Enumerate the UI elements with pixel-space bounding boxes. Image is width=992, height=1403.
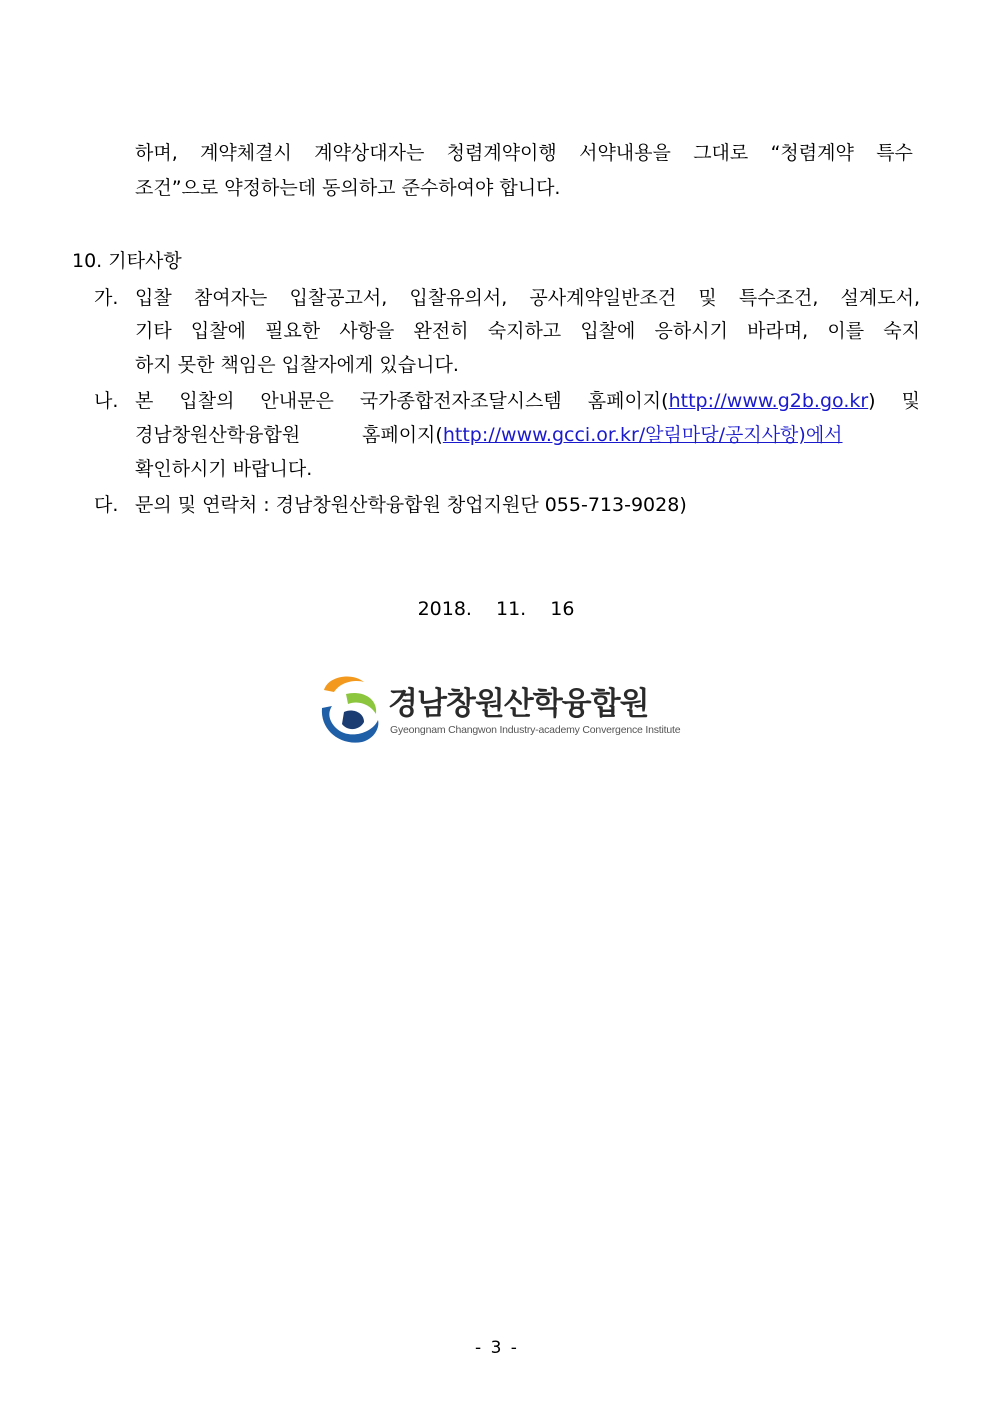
ga-word: 입찰 — [135, 287, 172, 309]
gcci-link[interactable]: http://www.gcci.or.kr/알림마당/공지사항)에서 — [442, 424, 843, 446]
na-homepage-label-2: 홈페이지( — [362, 424, 443, 446]
item-ga-line-1 — [135, 285, 920, 311]
na-word: 및 — [901, 390, 920, 412]
ga-word: 설계도서, — [840, 287, 920, 309]
na-homepage-label: 홈페이지( — [587, 390, 669, 412]
ga-word: 공사계약일반조건 — [529, 287, 677, 309]
section-heading: 10. 기타사항 — [72, 250, 182, 272]
ga-word: 사항을 — [339, 320, 395, 342]
ga-word: 입찰유의서, — [409, 287, 508, 309]
item-ga-line-3: 하지 못한 책임은 입찰자에게 있습니다. — [135, 354, 459, 376]
ga-word: 필요한 — [265, 320, 321, 342]
na-word: 본 — [135, 390, 154, 412]
continuation-word: 하며, — [135, 142, 178, 164]
ga-word: 완전히 — [413, 320, 469, 342]
org-name: 경남창원산학융합원 — [135, 424, 301, 446]
item-marker-na: 나. — [94, 390, 119, 412]
logo-subtitle: Gyeongnam Changwon Industry-academy Convergence Institute — [390, 724, 681, 736]
item-ga-line-2 — [135, 318, 920, 344]
item-na-line-3: 확인하시기 바랍니다. — [135, 458, 313, 480]
item-marker-ga: 가. — [94, 287, 119, 309]
page-number: - 3 - — [475, 1338, 517, 1358]
ga-word: 숙지하고 — [487, 320, 562, 342]
na-word: 국가종합전자조달시스템 — [359, 390, 562, 412]
logo-name: 경남창원산학융합원 — [388, 686, 649, 722]
continuation-word: “청렴계약 — [770, 142, 854, 164]
item-marker-da: 다. — [94, 494, 119, 516]
ga-word: 바라며, — [747, 320, 809, 342]
institute-logo — [318, 672, 688, 748]
na-word: 입찰의 — [179, 390, 235, 412]
ga-word: 입찰공고서, — [289, 287, 388, 309]
na-paren-close: ) — [868, 390, 876, 412]
item-da-text: 문의 및 연락처 : 경남창원산학융합원 창업지원단 055-713-9028) — [135, 494, 687, 516]
continuation-word: 계약상대자는 — [314, 142, 425, 164]
na-homepage-group — [588, 388, 876, 414]
item-na-line-2 — [135, 422, 920, 448]
continuation-word: 서약내용을 — [579, 142, 671, 164]
continuation-line-1 — [135, 140, 913, 166]
continuation-line-2: 조건”으로 약정하는데 동의하고 준수하여야 합니다. — [135, 177, 561, 199]
continuation-word: 특수 — [876, 142, 913, 164]
ga-word: 입찰에 — [580, 320, 636, 342]
ga-word: 및 — [698, 287, 717, 309]
ga-word: 참여자는 — [193, 287, 268, 309]
item-na-line-1 — [135, 388, 920, 414]
ga-word: 응하시기 — [654, 320, 728, 342]
logo-emblem-icon — [318, 672, 382, 748]
continuation-word: 그대로 — [693, 142, 749, 164]
ga-word: 입찰에 — [190, 320, 246, 342]
g2b-link[interactable]: http://www.g2b.go.kr — [668, 390, 869, 412]
ga-word: 특수조건, — [738, 287, 819, 309]
na-homepage-group-2 — [362, 422, 843, 448]
na-word: 안내문은 — [260, 390, 334, 412]
ga-word: 숙지 — [883, 320, 920, 342]
ga-word: 기타 — [135, 320, 172, 342]
document-date: 2018. 11. 16 — [417, 598, 575, 620]
continuation-word: 계약체결시 — [200, 142, 292, 164]
ga-word: 이를 — [827, 320, 865, 342]
continuation-word: 청렴계약이행 — [446, 142, 557, 164]
